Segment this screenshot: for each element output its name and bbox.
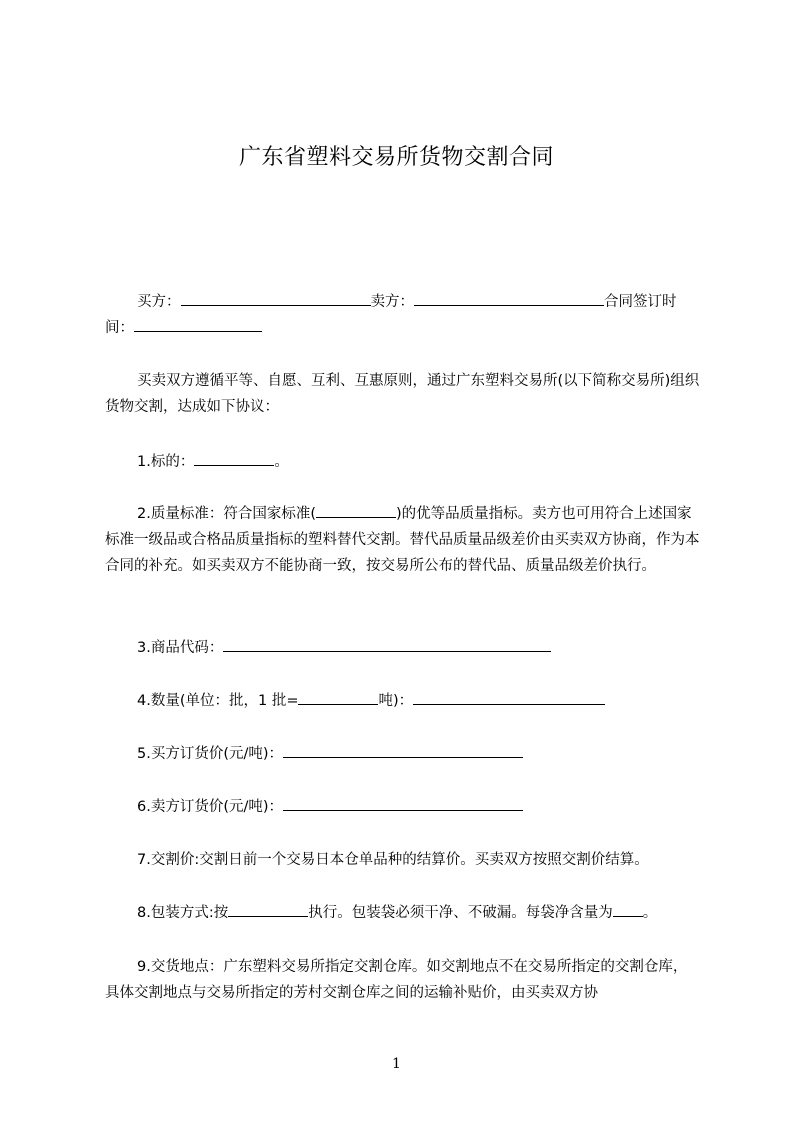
clause-6 [105,794,700,820]
clause-6-label: 6.卖方订货价(元/吨)： [137,799,284,815]
clause-7: 7.交割价:交割日前一个交易日本仓单品种的结算价。买卖双方按照交割价结算。 [137,852,649,868]
clause-8-suffix: 。 [642,905,658,921]
clause-8-label: 8.包装方式:按 [137,905,229,921]
document-title: 广东省塑料交易所货物交割合同 [238,145,554,170]
clause-2-prefix: 2.质量标准：符合国家标准( [137,506,316,522]
quantity-blank [413,688,605,705]
seller-blank [414,289,604,306]
signing-time-blank [134,315,262,332]
seller-price-blank [283,794,523,811]
signing-time-label: 合同签订时 [604,294,677,310]
clause-8-middle: 执行。包装袋必须干净、不破漏。每袋净含量为 [308,905,613,921]
net-weight-blank [613,900,643,917]
clause-1-label: 1.标的： [137,454,195,470]
national-standard-blank [316,501,396,518]
tons-per-lot-blank [298,688,378,705]
clause-1 [105,449,700,475]
clause-1-suffix: 。 [274,454,289,470]
signing-time-line [105,315,700,341]
page-number: 1 [392,1056,401,1072]
clause-5-label: 5.买方订货价(元/吨)： [137,746,284,762]
buyer-price-blank [283,741,523,758]
subject-blank [194,449,274,466]
clause-4-middle: 吨)： [378,693,414,709]
clause-9: 9.交货地点：广东塑料交易所指定交割仓库。如交割地点不在交易所指定的交割仓库，具体交割地点与交易所指定的芳村交割仓库之间的运输补贴价，由买卖双方协 [105,959,688,1001]
clause-5 [105,741,700,767]
clause-4 [105,688,700,714]
seller-label: 卖方： [370,294,414,310]
clause-2-text: )的优等品质量指标。卖方也可用符合上述国家标准一级品或合格品质量指标的塑料替代交割。替代品质量品级差价由买卖双方协商，作为本合同的补充。如买卖双方不能协商一致，按交易所公布的替代品、质量品级差价执行。 [105,506,700,574]
clause-3 [105,635,700,661]
signing-time-label-cont: 间： [105,320,134,336]
product-code-blank [223,635,551,652]
clause-8 [105,900,700,926]
buyer-label: 买方： [137,294,181,310]
packaging-standard-blank [228,900,308,917]
buyer-blank [181,289,371,306]
clause-4-label: 4.数量(单位：批，1 批= [137,693,299,709]
clause-3-label: 3.商品代码： [137,640,224,656]
clause-2 [105,501,700,579]
parties-line [105,289,700,315]
intro-paragraph: 买卖双方遵循平等、自愿、互利、互惠原则，通过广东塑料交易所(以下简称交易所)组织货物交割，达成如下协议： [105,373,700,415]
